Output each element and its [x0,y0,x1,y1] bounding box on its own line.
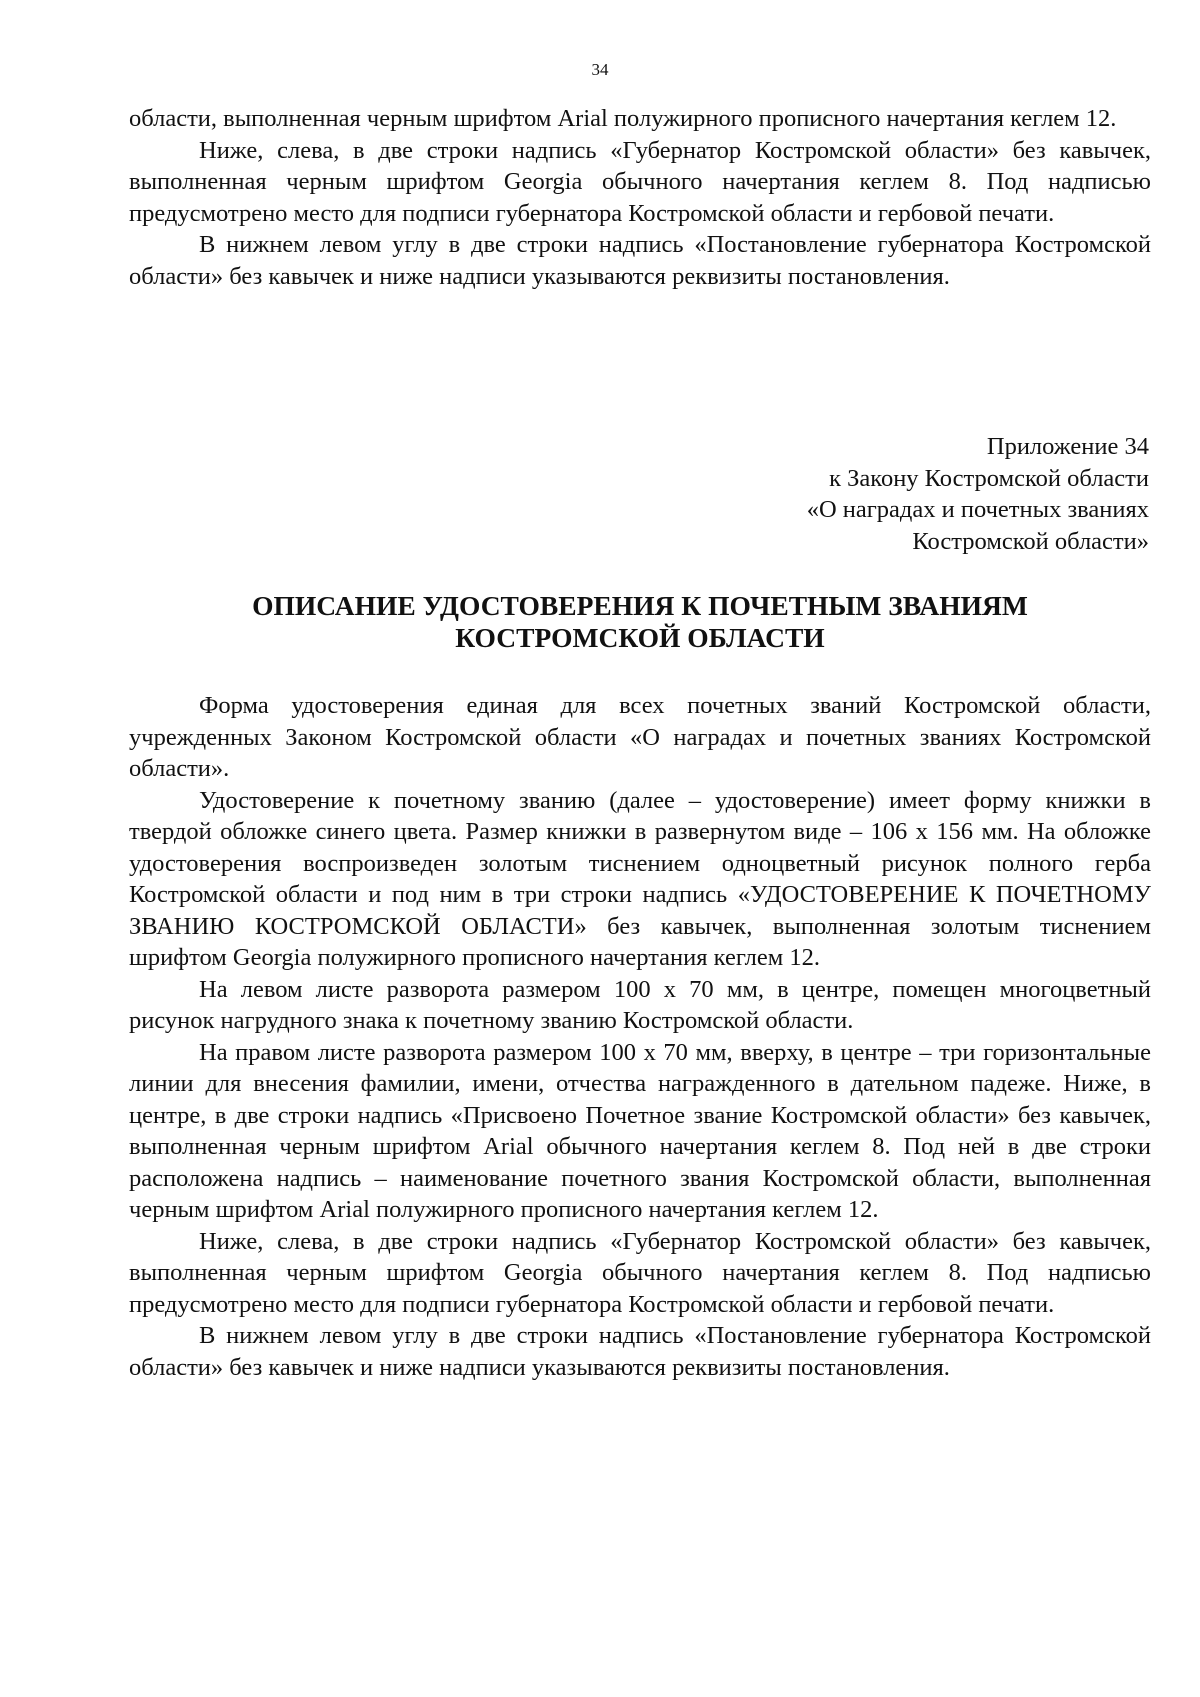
description-text-block [129,690,1151,1383]
paragraph: Ниже, слева, в две строки надпись «Губернатор Костромской области» без кавычек, выполненная черным шрифтом Georgia обычного начертания кеглем 8. Под надписью предусмотрено место для подписи губернатора Костромской области и гербовой печати. [129,136,1151,227]
appendix-reference [807,431,1149,557]
appendix-line: «О наградах и почетных званиях [806,496,1149,523]
paragraph: На правом листе разворота размером 100 x 70 мм, вверху, в центре – три горизонтальные линии для внесения фамилии, имени, отчества награжденного в дательном падеже. Ниже, в центре, в две строки надпись «Присвоено Почетное звание Костромской области» без кавычек, выполненная черным шрифтом Arial обычного начертания кеглем 8. Под ней в две строки расположена надпись – наименование почетного звания Костромской области, выполненная черным шрифтом Arial полужирного прописного начертания кеглем 12. [129,1038,1151,1223]
paragraph: Ниже, слева, в две строки надпись «Губернатор Костромской области» без кавычек, выполненная черным шрифтом Georgia обычного начертания кеглем 8. Под надписью предусмотрено место для подписи губернатора Костромской области и гербовой печати. [129,1227,1151,1318]
paragraph: В нижнем левом углу в две строки надпись «Постановление губернатора Костромской области» без кавычек и ниже надписи указываются реквизиты постановления. [129,1322,1151,1381]
appendix-line: Костромской области» [912,527,1149,555]
paragraph: Форма удостоверения единая для всех почетных званий Костромской области, учрежденных Законом Костромской области «О наградах и почетных званиях Костромской области». [129,692,1151,782]
paragraph: В нижнем левом углу в две строки надпись «Постановление губернатора Костромской области» без кавычек и ниже надписи указываются реквизиты постановления. [129,231,1151,290]
page-number: 34 [591,60,609,79]
appendix-line: к Закону Костромской области [829,464,1149,492]
appendix-line: Приложение 34 [986,433,1149,460]
continued-text-block [129,103,1151,292]
title-line: ОПИСАНИЕ УДОСТОВЕРЕНИЯ К ПОЧЕТНЫМ ЗВАНИЯМ [252,590,1028,621]
paragraph: Удостоверение к почетному званию (далее – удостоверение) имеет форму книжки в твердой обложке синего цвета. Размер книжки в развернутом виде – 106 x 156 мм. На обложке удостоверения воспроизведен золотым тиснением одноцветный рисунок полного герба Костромской области и под ним в три строки надпись «УДОСТОВЕРЕНИЕ К ПОЧЕТНОМУ ЗВАНИЮ КОСТРОМСКОЙ ОБЛАСТИ» без кавычек, выполненная золотым тиснением шрифтом Georgia полужирного прописного начертания кеглем 12. [129,786,1151,971]
paragraph: области, выполненная черным шрифтом Arial полужирного прописного начертания кеглем 12. [129,105,1117,132]
paragraph: На левом листе разворота размером 100 x 70 мм, в центре, помещен многоцветный рисунок нагрудного знака к почетному званию Костромской области. [129,975,1151,1034]
title-line: КОСТРОМСКОЙ ОБЛАСТИ [455,622,825,653]
document-title [129,590,1151,654]
